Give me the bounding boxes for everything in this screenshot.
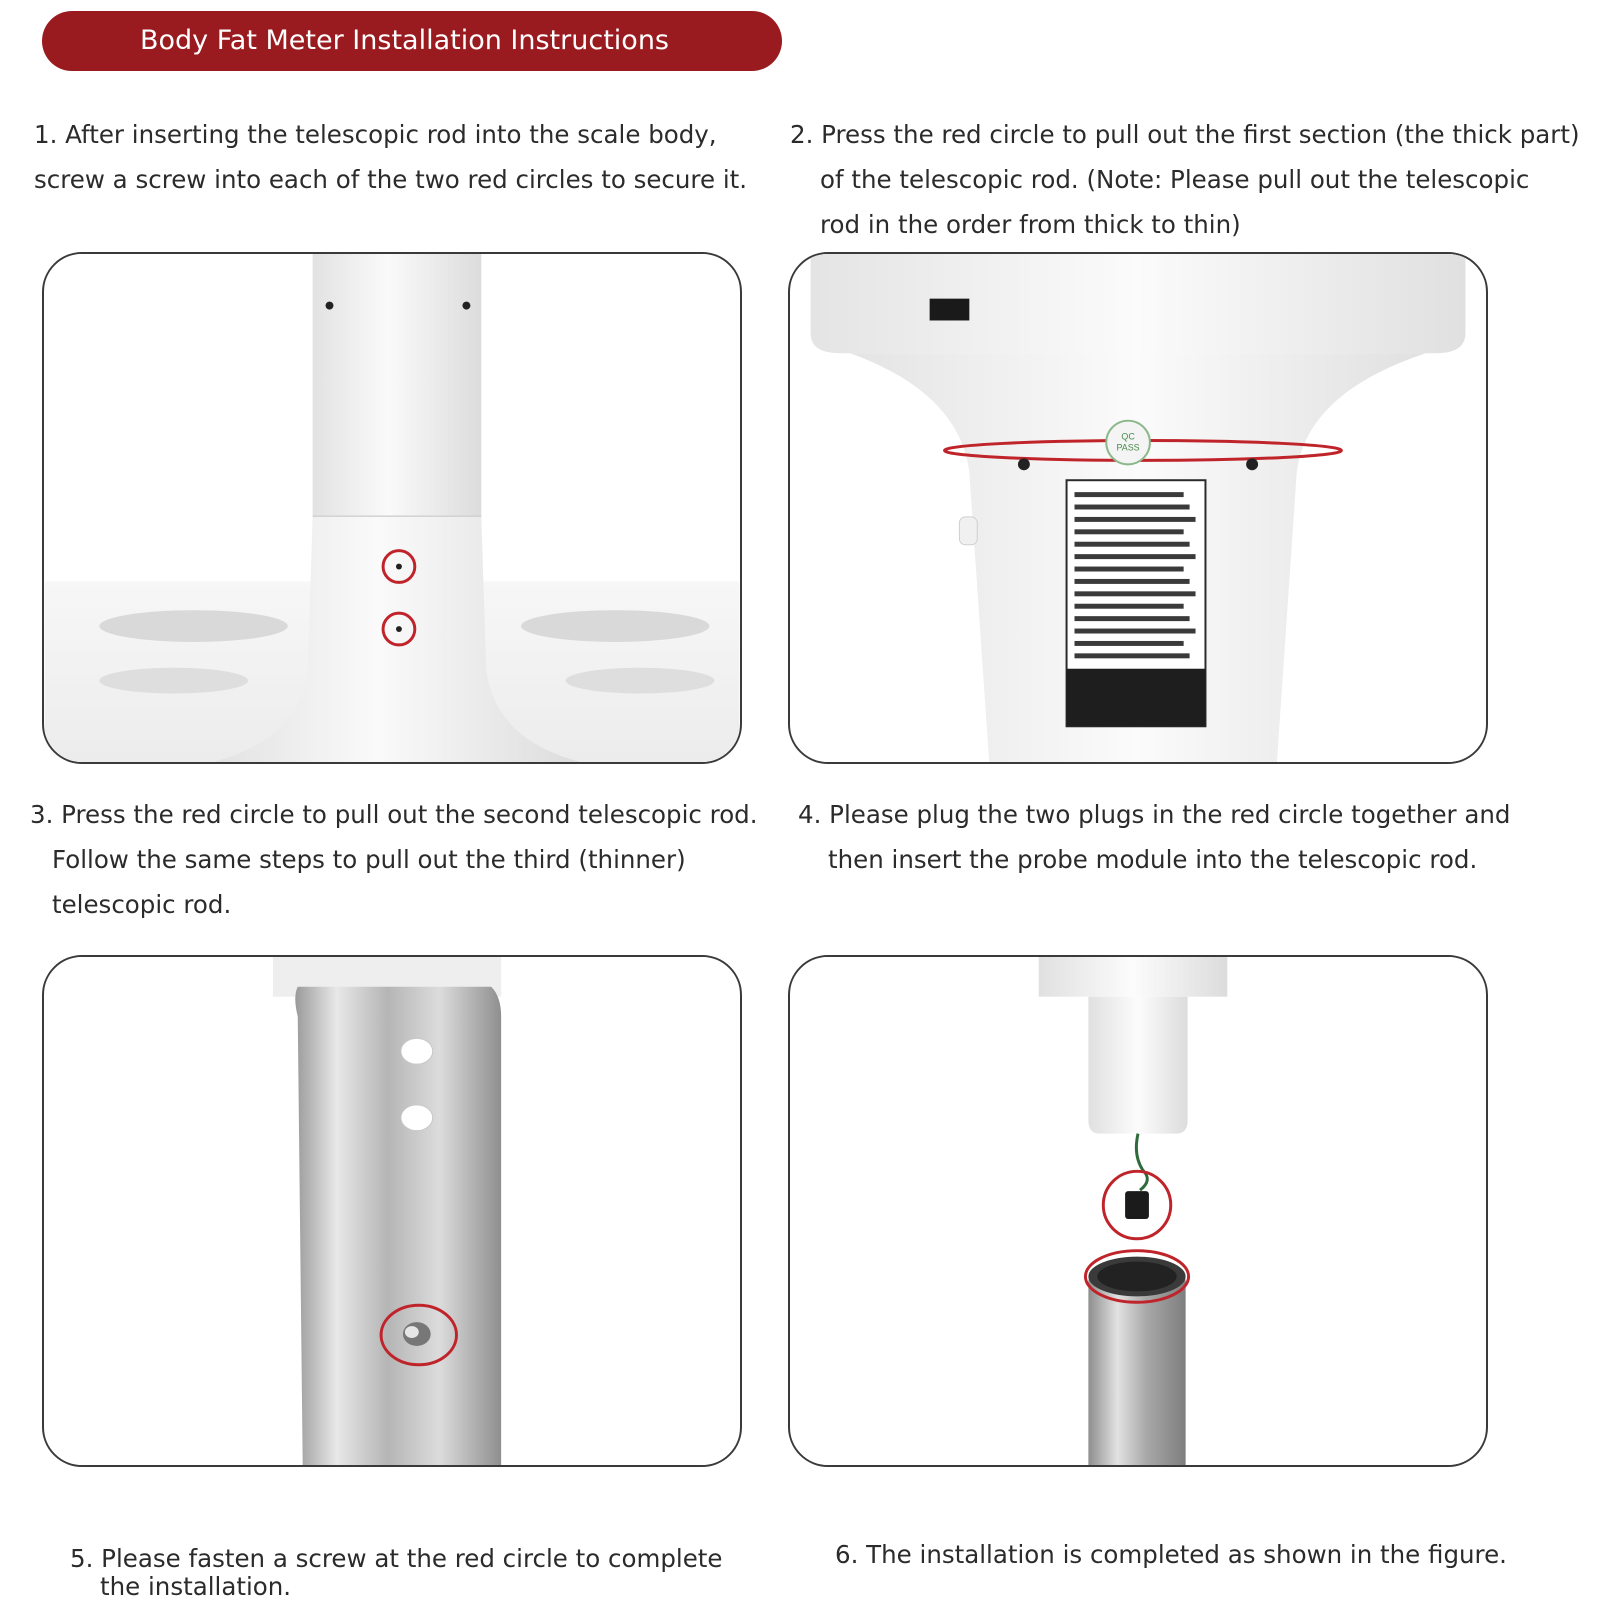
step-5-text-cont <box>100 1572 292 1601</box>
svg-text:QC: QC <box>1121 431 1135 442</box>
spec-label-text-line <box>1075 567 1184 572</box>
spec-label-text-line <box>1075 591 1196 596</box>
step-3-photo <box>42 955 742 1467</box>
telescopic-rod-illustration <box>44 957 740 1465</box>
step-6-text <box>835 1532 1507 1577</box>
spec-label-text-line <box>1075 492 1184 497</box>
title-banner <box>42 11 782 71</box>
scale-head-illustration <box>790 254 1486 762</box>
step-3-line-2: Follow the same steps to pull out the third (thinner) <box>52 845 686 874</box>
spec-label-text-line <box>1075 529 1184 534</box>
step-1-photo <box>42 252 742 764</box>
spec-label-text-line <box>1075 604 1184 609</box>
spec-label-text-line <box>1075 554 1196 559</box>
step-2-line-3: rod in the order from thick to thin) <box>820 210 1241 239</box>
step-5-line-2: the installation. <box>100 1572 292 1601</box>
spec-label-text-line <box>1075 579 1190 584</box>
step-5-line-1: 5. Please fasten a screw at the red circle to complete <box>70 1544 723 1573</box>
step-4-text <box>798 792 1511 882</box>
page-title: Body Fat Meter Installation Instructions <box>140 25 669 56</box>
probe-module-illustration <box>790 957 1486 1465</box>
scale-base-illustration <box>44 254 740 762</box>
spec-label-text-line <box>1075 517 1196 522</box>
step-4-photo <box>788 955 1488 1467</box>
screw-hole-1 <box>396 564 402 570</box>
spec-label-text-line <box>1075 542 1190 547</box>
spec-label-text-line <box>1075 616 1190 621</box>
step-3-line-1: 3. Press the red circle to pull out the second telescopic rod. <box>30 800 758 829</box>
step-2-text <box>790 112 1580 247</box>
step-2-line-1: 2. Press the red circle to pull out the first section (the thick part) <box>790 120 1580 149</box>
spec-label-text-line <box>1075 641 1184 646</box>
spec-label-text-line <box>1075 629 1196 634</box>
screw-hole-2 <box>396 626 402 632</box>
step-2-photo <box>788 252 1488 764</box>
spec-label-text-line <box>1075 653 1190 658</box>
step-1-line-2: screw a screw into each of the two red circles to secure it. <box>34 165 748 194</box>
step-2-line-2: of the telescopic rod. (Note: Please pull out the telescopic <box>820 165 1530 194</box>
svg-text:PASS: PASS <box>1116 442 1140 453</box>
step-3-text <box>30 792 758 927</box>
step-1-line-1: 1. After inserting the telescopic rod into the scale body, <box>34 120 717 149</box>
step-4-line-1: 4. Please plug the two plugs in the red circle together and <box>798 800 1511 829</box>
spec-label-text-line <box>1075 505 1190 510</box>
step-4-line-2: then insert the probe module into the telescopic rod. <box>828 845 1478 874</box>
step-6-line-1: 6. The installation is completed as shown in the figure. <box>835 1540 1507 1569</box>
step-3-line-3: telescopic rod. <box>52 890 232 919</box>
step-1-text <box>34 112 747 202</box>
